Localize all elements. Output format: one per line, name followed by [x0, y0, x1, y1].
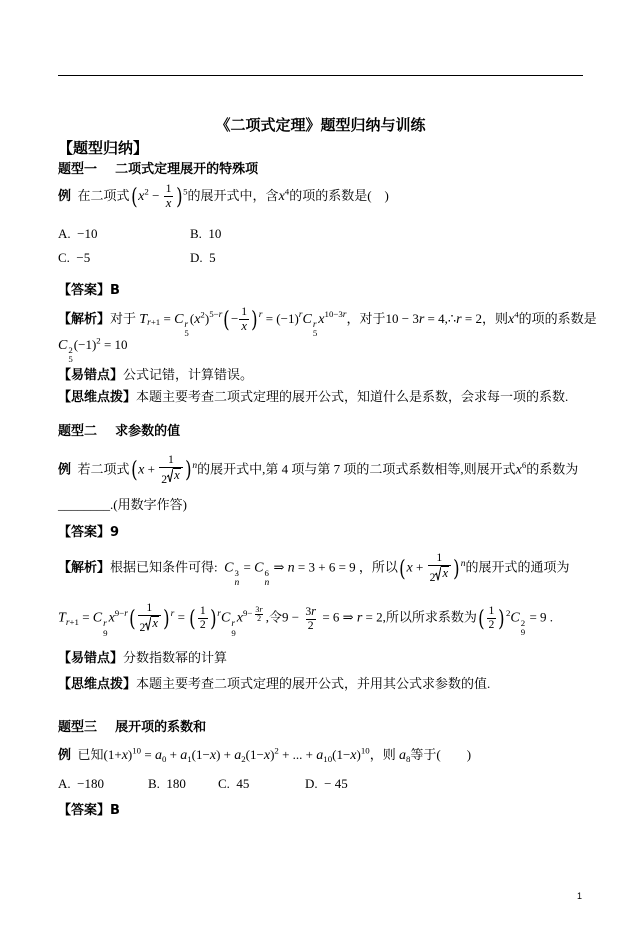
fraction: [428, 552, 451, 585]
type-1-insight: [58, 388, 568, 407]
title-row: [58, 113, 583, 137]
bold-label: 【思维点拨】: [58, 389, 137, 405]
text-run: 10−3: [324, 309, 343, 320]
text-run: 的展开式中,第 4 项与第 7 项的二项式系数相等,则展开式: [197, 460, 516, 476]
math-variable: x: [138, 187, 145, 204]
type-2-example-line-2: ________.(用数字作答): [58, 497, 187, 513]
type-1-insight-row: [58, 385, 568, 409]
subscript: 0: [161, 753, 167, 764]
text-run: (−1): [73, 336, 97, 352]
superscript: 4: [514, 309, 519, 320]
text-run: = 2: [362, 609, 383, 625]
superscript: 3: [234, 568, 239, 579]
math-variable: n: [460, 558, 466, 570]
fraction: [164, 183, 174, 211]
math-variable: x: [194, 310, 201, 327]
subscript: [66, 617, 79, 627]
math-variable: x: [318, 310, 325, 327]
text-run: 本题主要考查二项式定理的展开公式，知道什么是系数，会求每一项的系数.: [136, 388, 569, 404]
fraction-numerator: [303, 605, 318, 619]
superscript: 2: [506, 608, 511, 619]
text-run: = 4,∴: [424, 310, 457, 326]
text-run: ，则: [369, 746, 399, 762]
type-1-option-a-row: [58, 222, 97, 246]
text-run: 公式记错，计算错误。: [123, 366, 254, 382]
math-variable: a: [154, 746, 162, 763]
text-run: =: [160, 310, 175, 326]
math-variable: r: [218, 309, 223, 321]
fraction: [198, 605, 208, 632]
math-variable: C: [92, 609, 103, 626]
text-run: ,令9 −: [265, 609, 303, 625]
type-1-analysis-line-2: [58, 336, 128, 364]
text-run: (: [189, 310, 195, 326]
text-run: 本题主要考查二项式定理的展开公式，并用其公式求参数的值.: [136, 675, 491, 691]
math-variable: r: [298, 309, 303, 321]
type-2-example-line-1: [58, 454, 578, 487]
radicand: [173, 468, 181, 483]
type-2-insight-row: [58, 672, 490, 696]
text-run: 在二项式: [71, 187, 130, 203]
fraction-numerator: 1: [488, 604, 495, 618]
subscript: 8: [405, 753, 411, 764]
superscript: 10: [132, 745, 142, 756]
type-3-example-row: [58, 743, 471, 767]
text-run: 的系数为: [526, 460, 579, 476]
fraction-numerator: 1: [241, 304, 248, 318]
big-parenthesis: ): [251, 306, 258, 333]
math-variable: n: [192, 459, 198, 471]
type-3-option-d: D. − 45: [305, 776, 348, 792]
type-2-example-line-2-row: [58, 493, 187, 517]
text-run: (1−: [332, 746, 351, 762]
text-run: 的项的系数是: [518, 310, 597, 326]
text-run: ⇒: [270, 559, 288, 575]
math-variable: x: [278, 187, 285, 204]
superscript: [209, 309, 222, 319]
text-run: 分数指数幂的计算: [123, 649, 228, 665]
type-1-option-c-row: [58, 246, 90, 270]
math-variable: T: [58, 609, 66, 626]
subscript: 5: [68, 354, 73, 365]
fraction-numerator: 1: [146, 601, 153, 615]
math-variable: r: [170, 608, 175, 620]
page-number-row: [577, 884, 582, 908]
text-run: +: [412, 559, 427, 575]
fraction-denominator: [159, 467, 182, 487]
section-heading: 【题型归纳】: [58, 138, 149, 157]
math-variable: a: [398, 746, 406, 763]
text-run: 5−: [209, 309, 219, 320]
text-run: +: [144, 460, 159, 476]
type-1-option-b-row: [190, 222, 221, 246]
superscript: [243, 603, 266, 624]
text-run: +: [166, 746, 181, 762]
type-1-example-row: [58, 175, 389, 219]
superscript: [325, 309, 347, 319]
text-run: 等于( ): [410, 746, 472, 762]
math-variable: r: [258, 309, 263, 321]
bold-label: 【解析】: [58, 311, 111, 327]
big-parenthesis: ): [184, 457, 192, 484]
math-variable: a: [234, 746, 242, 763]
big-parenthesis: (: [223, 306, 230, 333]
super-sub-script: [231, 619, 235, 637]
math-variable: x: [174, 467, 180, 482]
fraction-numerator: [253, 605, 264, 615]
big-parenthesis: ): [209, 606, 217, 633]
super-sub-script: [313, 320, 317, 338]
text-run: ，对于10 − 3: [346, 310, 419, 326]
section-heading-row: [58, 136, 148, 160]
superscript: 6: [264, 568, 269, 579]
text-run: −: [148, 187, 163, 203]
text-run: + ... +: [278, 746, 317, 762]
subscript: 1: [187, 753, 192, 764]
fraction-numerator: 1: [436, 551, 443, 565]
text-run: 的展开式的通项为: [465, 559, 570, 575]
text-run: 2: [139, 621, 146, 635]
math-variable: r: [456, 310, 462, 327]
type-1-option-d: D. 5: [190, 250, 216, 266]
type-1-heading: 题型一 二项式定理展开的特殊项: [58, 162, 259, 178]
type-2-analysis-line-1: [58, 552, 569, 587]
subscript: [264, 578, 269, 588]
super-sub-script: [521, 619, 525, 637]
type-1-pitfall: [58, 366, 253, 385]
text-run: 2: [429, 571, 436, 585]
super-sub-script: [103, 619, 107, 637]
text-run: = 9 .: [526, 609, 554, 625]
text-run: 若二项式: [71, 460, 130, 476]
superscript: [115, 608, 128, 618]
type-3-answer: [58, 801, 120, 820]
type-1-answer: [58, 281, 120, 300]
type-1-option-d-row: [190, 246, 216, 270]
math-variable: C: [254, 559, 264, 576]
superscript: 2: [68, 345, 73, 356]
subscript: 10: [323, 753, 333, 764]
type-1-analysis-line-1-row: [58, 300, 597, 344]
math-variable: a: [180, 746, 188, 763]
math-variable: C: [221, 609, 231, 626]
bold-label: 【答案】B: [58, 802, 120, 818]
bold-label: 例: [58, 188, 72, 204]
fraction: [303, 605, 318, 633]
fraction-denominator: [239, 319, 249, 334]
superscript: 6: [521, 459, 527, 470]
math-variable: x: [350, 746, 357, 763]
math-variable: n: [264, 576, 270, 588]
math-variable: r: [356, 609, 363, 626]
text-run: ): [204, 310, 210, 326]
type-2-answer-row: [58, 520, 119, 544]
text-run: = 3 + 6 = 9: [294, 559, 356, 575]
text-run: +1: [69, 616, 79, 627]
math-variable: C: [58, 336, 68, 353]
text-run: +1: [150, 317, 161, 328]
fraction: [138, 602, 161, 635]
math-variable: x: [507, 310, 515, 327]
subscript: [235, 578, 240, 588]
math-variable: r: [184, 318, 189, 330]
superscript: 5: [183, 186, 188, 197]
text-run: =: [78, 609, 93, 625]
type-1-option-a: A. −10: [58, 226, 98, 242]
math-variable: C: [302, 310, 312, 327]
document-title: 《二项式定理》题型归纳与训练: [215, 115, 426, 134]
math-variable: r: [418, 310, 425, 327]
text-run: 已知(1+: [71, 746, 122, 762]
text-run: =: [240, 559, 255, 575]
math-variable: x: [209, 746, 217, 763]
math-variable: T: [139, 310, 148, 327]
fraction-denominator: 2: [257, 614, 262, 624]
type-2-analysis-line-2: [58, 602, 553, 637]
bold-label: 【答案】9: [58, 524, 120, 540]
subscript: 5: [184, 328, 189, 339]
super-sub-script: [264, 569, 269, 587]
big-parenthesis: (: [399, 556, 406, 583]
text-run: = 10: [100, 336, 128, 352]
math-variable: x: [138, 460, 145, 477]
radicand: [441, 566, 449, 581]
subscript: 9: [520, 626, 526, 637]
type-3-option-c-row: [218, 772, 249, 796]
page-number: 1: [577, 890, 583, 901]
text-run: −: [230, 310, 239, 326]
big-parenthesis: ): [453, 556, 460, 583]
text-run: ，所以: [355, 559, 398, 575]
type-3-heading: 题型三 展开项的系数和: [58, 720, 207, 736]
text-run: 2: [161, 472, 168, 486]
text-run: =: [141, 746, 155, 762]
bold-label: 例: [58, 461, 72, 477]
big-parenthesis: (: [189, 606, 196, 633]
fraction-denominator: 2: [488, 618, 495, 632]
type-1-example: [58, 183, 389, 211]
math-variable: x: [442, 566, 449, 581]
math-variable: C: [224, 559, 234, 576]
math-variable: C: [510, 609, 520, 626]
math-variable: x: [236, 609, 244, 626]
text-run: = 2，则: [461, 310, 508, 326]
superscript: 10: [360, 745, 370, 756]
big-parenthesis: (: [130, 184, 138, 211]
type-1-option-c: C. −5: [58, 250, 91, 266]
math-variable: r: [259, 603, 263, 614]
math-variable: x: [108, 609, 115, 626]
math-variable: x: [165, 195, 172, 210]
type-2-heading-row: [58, 420, 180, 444]
math-variable: r: [342, 309, 347, 321]
bold-label: 【思维点拨】: [58, 676, 137, 692]
type-2-analysis-line-1-row: [58, 548, 569, 592]
text-run: ): [270, 746, 275, 762]
math-variable: r: [124, 608, 128, 620]
fraction-numerator: 1: [168, 452, 174, 466]
type-1-option-b: B. 10: [190, 226, 222, 242]
text-run: (1−: [245, 746, 264, 762]
type-3-option-c: C. 45: [218, 776, 250, 792]
type-1-analysis-line-2-row: [58, 335, 128, 365]
big-parenthesis: (: [130, 457, 138, 484]
bold-label: 【易错点】: [58, 367, 124, 383]
fraction-numerator: 1: [199, 604, 206, 618]
fraction: [159, 454, 182, 487]
type-3-option-b: B. 180: [148, 776, 186, 792]
math-variable: r: [65, 616, 70, 628]
text-run: = 6 ⇒: [319, 609, 357, 625]
subscript: 5: [312, 328, 318, 339]
math-variable: n: [234, 576, 240, 588]
text-run: 的展开式中，含: [187, 187, 279, 203]
text-run: =: [174, 609, 189, 625]
math-variable: x: [515, 460, 522, 477]
math-variable: r: [311, 603, 317, 618]
fraction-denominator: 2: [307, 618, 314, 632]
type-1-pitfall-row: [58, 363, 253, 387]
bold-label: 【答案】B: [58, 282, 120, 298]
superscript: 2: [144, 186, 149, 197]
superscript: 2: [274, 745, 279, 756]
big-parenthesis: ): [498, 606, 505, 633]
math-variable: x: [263, 746, 271, 763]
type-3-option-a: A. −180: [58, 776, 104, 792]
text-run: 的项的系数是( ): [289, 187, 389, 203]
text-run: 9−: [243, 608, 253, 619]
big-parenthesis: ): [175, 184, 183, 211]
fraction-denominator: 2: [199, 618, 206, 632]
type-2-heading: 题型二 求参数的值: [58, 424, 181, 440]
fraction: [253, 605, 264, 624]
superscript: 4: [284, 186, 290, 197]
fraction: [239, 306, 249, 334]
square-root: [167, 468, 181, 483]
text-run: ): [356, 746, 361, 762]
math-variable: r: [217, 608, 221, 620]
superscript: 2: [96, 335, 101, 346]
text-run: (1−: [191, 746, 210, 762]
math-variable: r: [231, 618, 236, 630]
text-run: ): [127, 746, 133, 762]
bold-label: 【易错点】: [58, 650, 124, 666]
type-2-answer: [58, 523, 119, 542]
math-variable: x: [121, 746, 128, 763]
text-run: ) +: [216, 746, 235, 762]
type-2-pitfall: [58, 649, 227, 668]
super-sub-script: [184, 320, 188, 338]
math-variable: C: [174, 310, 184, 327]
fraction-numerator: 1: [165, 182, 172, 196]
text-run: 3: [305, 604, 312, 618]
math-variable: r: [103, 618, 107, 630]
math-variable: x: [152, 616, 158, 631]
radicand: [151, 616, 159, 631]
type-2-insight: [58, 675, 490, 694]
fraction-denominator: [138, 615, 161, 635]
subscript: 2: [241, 753, 246, 764]
fraction-denominator: [428, 565, 451, 585]
math-variable: a: [316, 746, 324, 763]
math-variable: r: [312, 318, 317, 330]
type-3-answer-row: [58, 798, 120, 822]
text-run: 根据已知条件可得:: [110, 559, 225, 575]
big-parenthesis: ): [163, 606, 170, 633]
bold-label: 【解析】: [58, 560, 111, 576]
superscript: 2: [520, 618, 526, 629]
subscript: 9: [231, 627, 236, 638]
type-3-example: [58, 746, 471, 765]
text-run: = (−1): [262, 310, 299, 326]
type-3-heading-row: [58, 716, 206, 740]
super-sub-script: [235, 569, 240, 587]
math-variable: x: [241, 318, 247, 333]
header-rule: [58, 75, 583, 76]
text-run: ,所以所求系数为: [382, 609, 477, 625]
subscript: [147, 317, 160, 327]
text-run: 对于: [110, 310, 140, 326]
subscript: 9: [103, 627, 108, 638]
superscript: 2: [200, 309, 205, 320]
fraction-denominator: [164, 196, 174, 211]
text-run: 9−: [114, 608, 125, 619]
math-variable: x: [406, 559, 413, 576]
type-2-analysis-line-2-row: [58, 592, 553, 648]
type-3-option-a-row: [58, 772, 104, 796]
super-sub-script: [68, 346, 72, 364]
big-parenthesis: (: [477, 606, 485, 633]
type-3-option-b-row: [148, 772, 186, 796]
type-1-analysis-line-1: [58, 306, 597, 339]
math-variable: n: [287, 559, 295, 576]
type-2-example-line-1-row: [58, 448, 578, 492]
square-root: [145, 616, 159, 631]
type-2-pitfall-row: [58, 646, 227, 670]
type-1-answer-row: [58, 278, 120, 302]
bold-label: 例: [58, 747, 72, 763]
math-variable: r: [147, 317, 151, 329]
type-3-option-d-row: [305, 772, 348, 796]
fraction: [487, 605, 497, 632]
square-root: [435, 566, 449, 581]
text-run: 3: [255, 604, 260, 614]
big-parenthesis: (: [129, 606, 136, 633]
